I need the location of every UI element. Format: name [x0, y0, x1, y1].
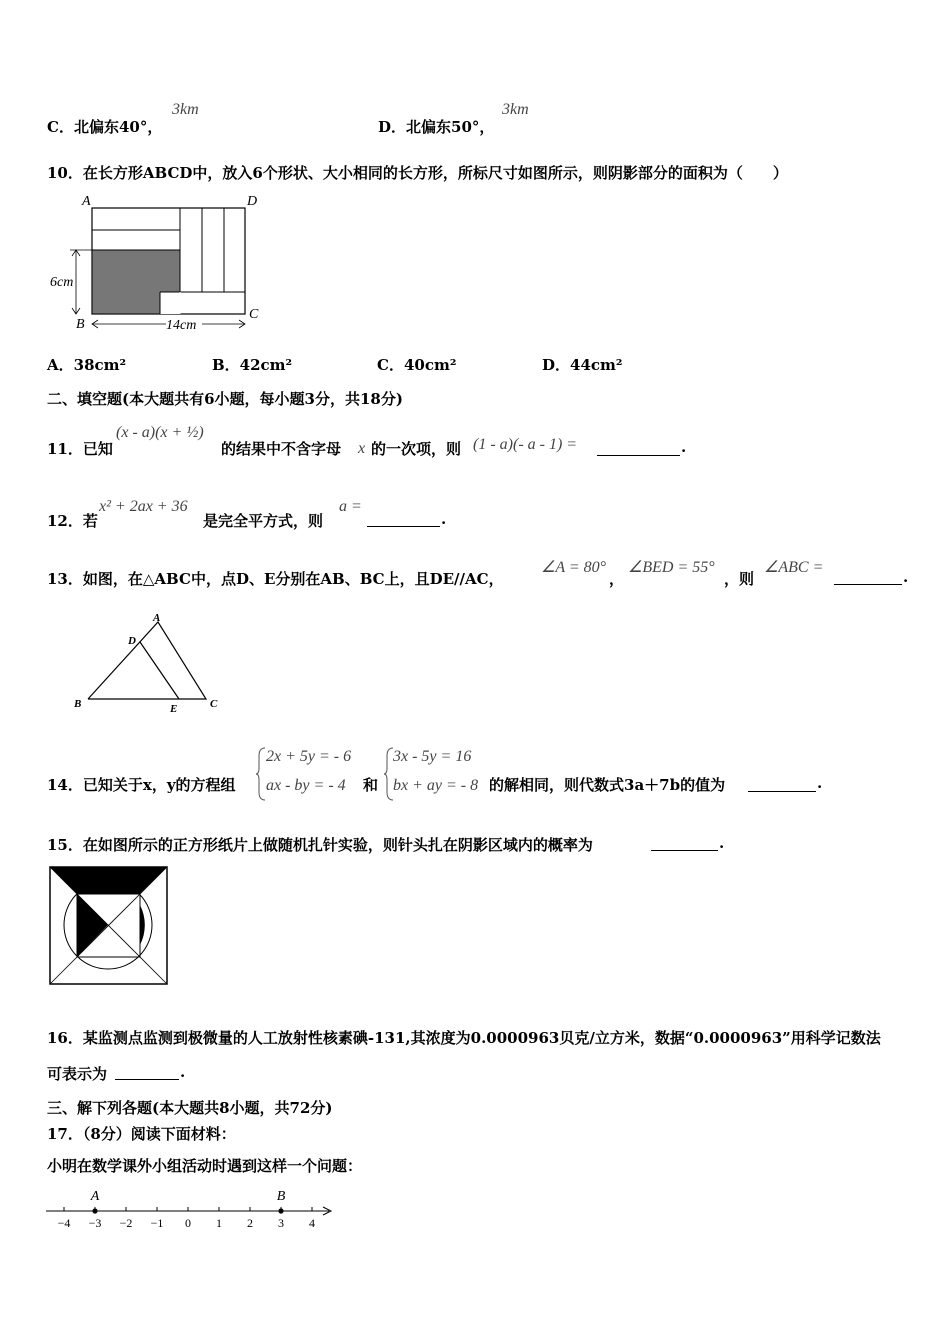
question-14-suffix: 的解相同，则代数式3a＋7b的值为 [489, 776, 726, 794]
question-11-expr2: (1 - a)(- a - 1) = [473, 436, 578, 453]
question-15-text: 15．在如图所示的正方形纸片上做随机扎针实验，则针头扎在阴影区域内的概率为 [47, 836, 593, 854]
system-2-eq-1: 3x - 5y = 16 [393, 748, 472, 765]
question-12-expr: x² + 2ax + 36 [99, 498, 188, 515]
point-a-dot [92, 1208, 97, 1213]
label-6cm: 6cm [50, 275, 74, 290]
tick-label: 0 [185, 1216, 191, 1230]
tick-label: 1 [216, 1216, 222, 1230]
answer-blank-15[interactable] [651, 849, 718, 851]
answer-blank-16[interactable] [115, 1078, 179, 1080]
tick-label: −3 [88, 1216, 102, 1230]
system-2-eq-2: bx + ay = - 8 [393, 777, 479, 794]
label-a: A [82, 194, 91, 209]
tick-label: 4 [309, 1216, 315, 1230]
question-16-line-1: 16．某监测点监测到极微量的人工放射性核素碘-131,其浓度为0.0000963贝克/立方米，数据“0.0000963”用科学记数法 [47, 1029, 881, 1047]
square-circle-figure [48, 865, 170, 987]
tri-label-a: A [153, 612, 161, 624]
option-d-q10: D．44cm² [542, 356, 623, 374]
tick-label: −2 [119, 1216, 133, 1230]
tri-label-d: D [128, 635, 136, 647]
tick-label: −1 [150, 1216, 164, 1230]
system-1-eq-2: ax - by = - 4 [266, 777, 346, 794]
question-17-title: 17．（8分）阅读下面材料： [47, 1125, 236, 1143]
option-d: D．北偏东50°， [378, 118, 495, 136]
question-11-suffix: 的一次项，则 [371, 440, 462, 458]
question-15-end: . [719, 834, 725, 852]
question-11-end: . [681, 438, 687, 456]
tri-label-e: E [170, 703, 178, 715]
option-b: B．42cm² [212, 356, 293, 374]
label-b: B [76, 317, 85, 332]
section-3-title: 三、解下列各题(本大题共8小题，共72分) [47, 1099, 333, 1117]
tick-label: 3 [278, 1216, 284, 1230]
label-14cm: 14cm [166, 318, 197, 333]
question-17-intro: 小明在数学课外小组活动时遇到这样一个问题： [47, 1157, 363, 1175]
tick-label: 2 [247, 1216, 253, 1230]
question-16-line-2: 可表示为 [47, 1065, 108, 1083]
question-10-text: 10．在长方形ABCD中，放入6个形状、大小相同的长方形，所标尺寸如图所示，则阴影部分的面积为（ ） [47, 164, 788, 182]
question-13-sep: ， [609, 570, 625, 588]
question-14-and: 和 [363, 776, 379, 794]
label-d: D [247, 194, 258, 209]
triangle-figure [66, 610, 226, 720]
number-line [44, 1182, 344, 1232]
question-12-end: . [441, 510, 447, 528]
option-a: A．38cm² [47, 356, 127, 374]
point-b-label: B [276, 1189, 286, 1204]
label-c: C [249, 307, 259, 322]
tri-label-c: C [210, 698, 218, 710]
question-12-mid: 是完全平方式，则 [203, 512, 324, 530]
option-d-math: 3km [502, 101, 529, 118]
question-13-end: . [903, 568, 909, 586]
question-12-var: a = [339, 498, 362, 515]
angle-abc: ∠ABC = [764, 559, 824, 576]
question-11-mid: 的结果中不含字母 [221, 440, 342, 458]
system-1-eq-1: 2x + 5y = - 6 [266, 748, 352, 765]
tick-label: −4 [57, 1216, 71, 1230]
question-13-text: 13．如图，在△ABC中，点D、E分别在AB、BC上，且DE//AC， [47, 570, 504, 588]
option-c-q10: C．40cm² [377, 356, 457, 374]
option-c-math: 3km [172, 101, 199, 118]
section-2-title: 二、填空题(本大题共有6小题，每小题3分，共18分) [47, 390, 403, 408]
point-a-label: A [90, 1189, 100, 1204]
question-16-end: . [180, 1063, 186, 1081]
question-14-prefix: 14．已知关于x，y的方程组 [47, 776, 236, 794]
answer-blank-13[interactable] [834, 583, 902, 585]
question-11-prefix: 11．已知 [47, 440, 113, 458]
question-12-prefix: 12．若 [47, 512, 98, 530]
tri-label-b: B [74, 698, 82, 710]
answer-blank-12[interactable] [367, 525, 440, 527]
angle-bed: ∠BED = 55° [628, 559, 715, 576]
question-11-expr: (x - a)(x + ½) [116, 424, 204, 441]
angle-a: ∠A = 80° [541, 559, 607, 576]
point-b-dot [278, 1208, 283, 1213]
question-14-end: . [817, 774, 823, 792]
question-11-var: x [358, 440, 366, 457]
rectangle-figure [48, 192, 278, 338]
question-13-then: ，则 [724, 570, 755, 588]
answer-blank-14[interactable] [748, 790, 816, 792]
option-c: C．北偏东40°， [47, 118, 163, 136]
answer-blank-11[interactable] [597, 454, 680, 456]
